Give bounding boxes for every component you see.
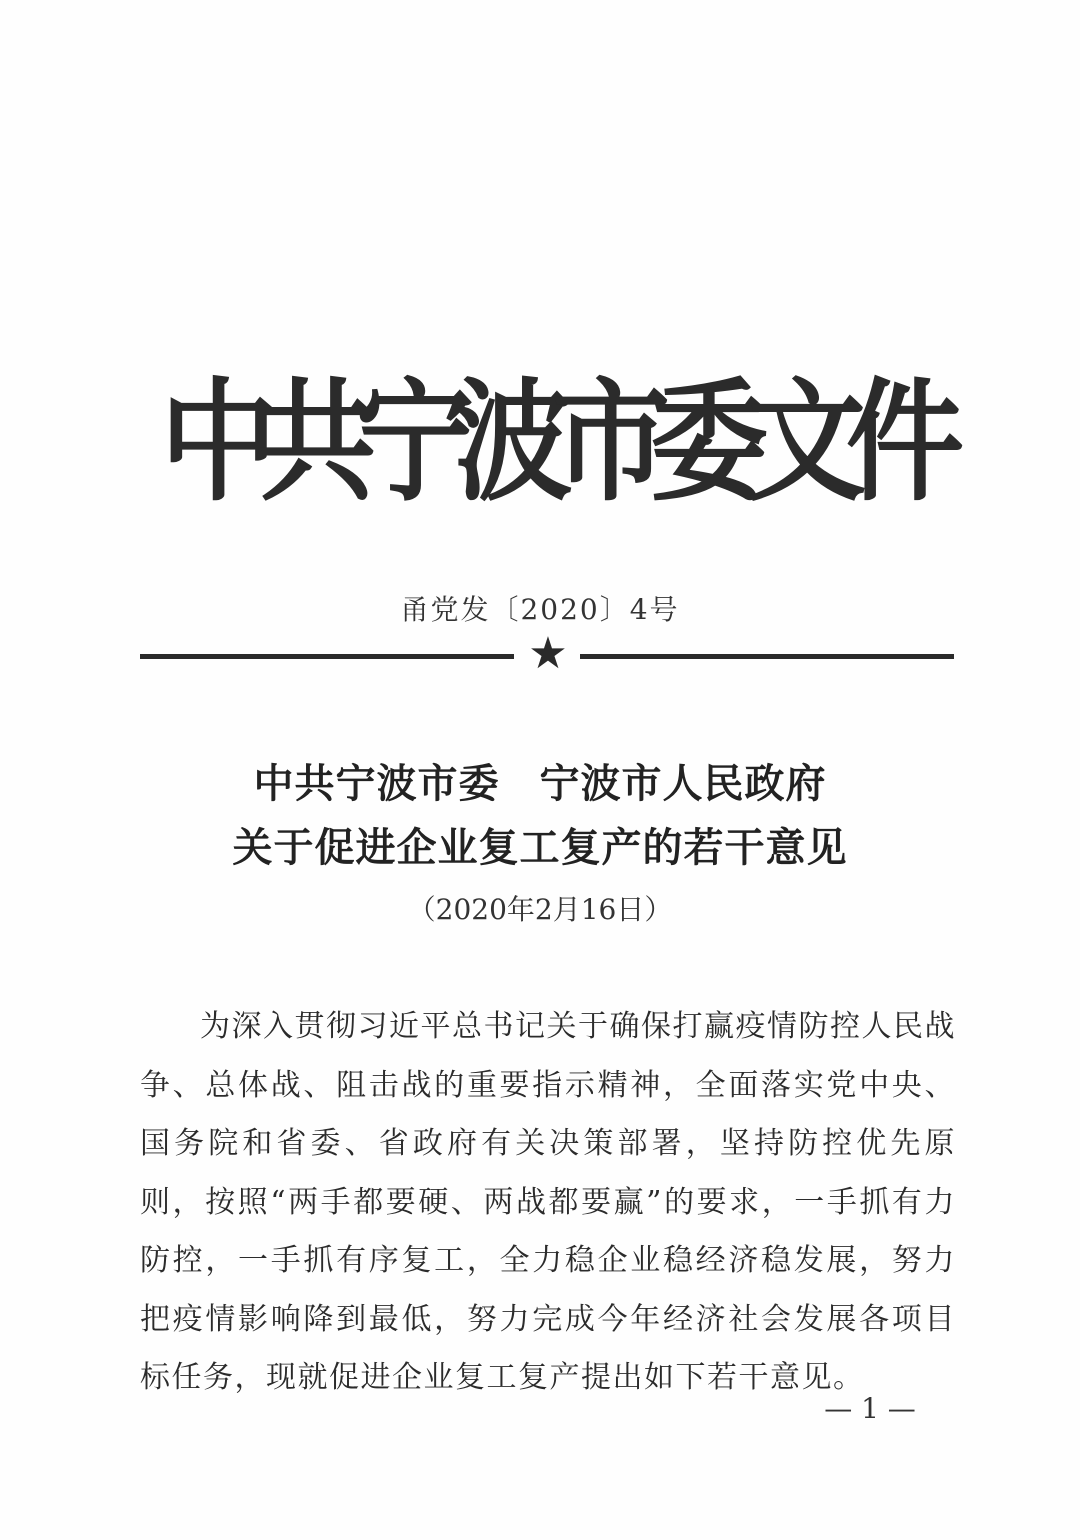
masthead-char: 共 xyxy=(258,364,377,520)
masthead-char: 委 xyxy=(650,364,769,520)
title-issuer-government: 宁波市人民政府 xyxy=(539,760,827,807)
divider-line-right xyxy=(580,654,954,659)
star-icon: ★ xyxy=(528,628,568,679)
document-title-line1 xyxy=(0,752,1080,809)
masthead-char: 件 xyxy=(846,364,965,520)
document-date: （2020年2月16日） xyxy=(407,893,673,926)
body-paragraph: 为深入贯彻习近平总书记关于确保打赢疫情防控人民战争、总体战、阻击战的重要指示精神，全面落实党中央、国务院和省委、省政府有关决策部署，坚持防控优先原则，按照“两手都要硬、两战都要赢”的要求，一手抓有力防控，一手抓有序复工，全力稳企业稳经济稳发展，努力把疫情影响降到最低，努力完成今年经济社会发展各项目标任务，现就促进企业复工复产提出如下若干意见。 xyxy=(140,1009,956,1395)
masthead-char: 文 xyxy=(748,364,867,520)
document-number: 甬党发〔2020〕4号 xyxy=(400,593,680,626)
divider-line-left xyxy=(140,654,514,659)
document-title-line2: 关于促进企业复工复产的若干意见 xyxy=(232,824,848,871)
masthead-char: 市 xyxy=(552,364,671,520)
masthead-title xyxy=(160,364,965,521)
title-issuer-party: 中共宁波市委 xyxy=(253,760,500,807)
header-divider xyxy=(140,628,954,679)
page-number: — 1 — xyxy=(824,1392,916,1425)
masthead-char: 宁 xyxy=(356,364,475,520)
masthead-char: 波 xyxy=(454,364,573,520)
masthead-char: 中 xyxy=(160,364,279,520)
